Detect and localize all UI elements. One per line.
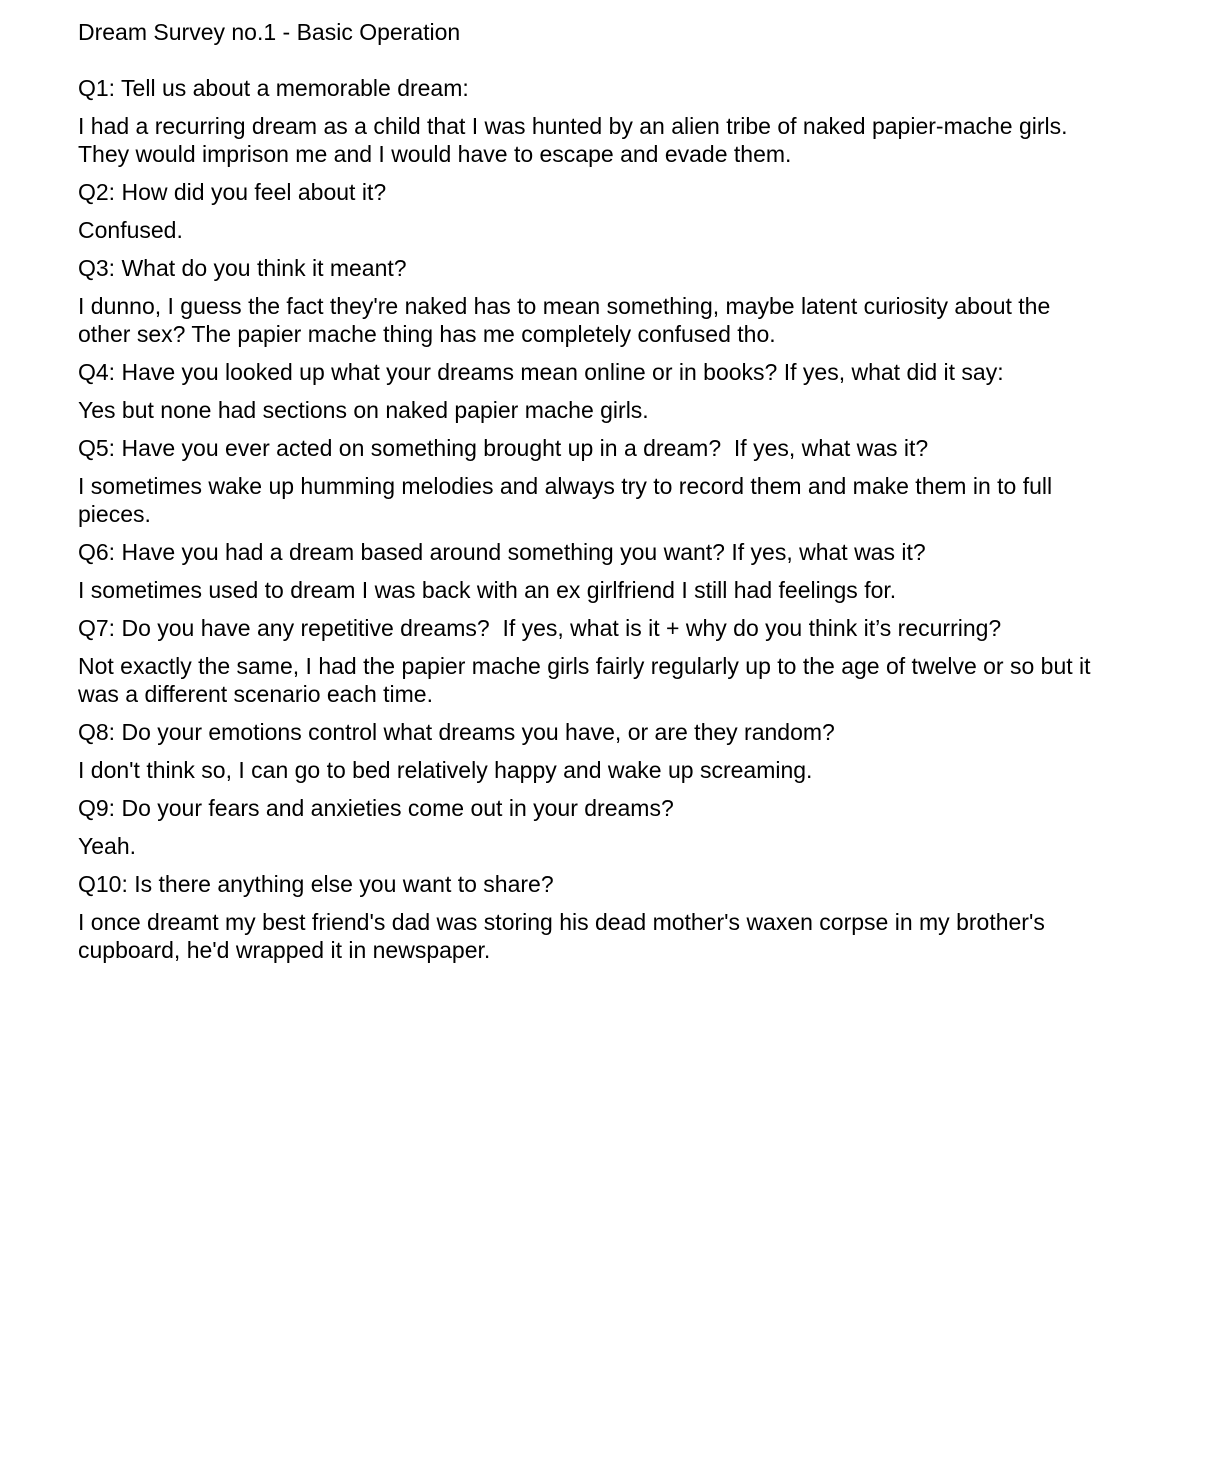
question-8: Q8: Do your emotions control what dreams you have, or are they random? <box>78 719 835 745</box>
qa-item-8 <box>78 718 1098 784</box>
survey-page <box>78 18 1098 974</box>
qa-item-5 <box>78 434 1098 528</box>
answer-7: Not exactly the same, I had the papier mache girls fairly regularly up to the age of twelve or so but it was a different scenario each time. <box>78 653 1097 707</box>
document-title: Dream Survey no.1 - Basic Operation <box>78 19 461 45</box>
answer-10: I once dreamt my best friend's dad was storing his dead mother's waxen corpse in my brother's cupboard, he'd wrapped it in newspaper. <box>78 909 1052 963</box>
qa-item-6 <box>78 538 1098 604</box>
answer-2: Confused. <box>78 217 183 243</box>
qa-item-4 <box>78 358 1098 424</box>
qa-item-1 <box>78 74 1098 168</box>
answer-8: I don't think so, I can go to bed relatively happy and wake up screaming. <box>78 757 813 783</box>
answer-1: I had a recurring dream as a child that I was hunted by an alien tribe of naked papier-mache girls. They would imprison me and I would have to escape and evade them. <box>78 113 1074 167</box>
question-4: Q4: Have you looked up what your dreams mean online or in books? If yes, what did it say: <box>78 359 1004 385</box>
question-10: Q10: Is there anything else you want to share? <box>78 871 554 897</box>
question-3: Q3: What do you think it meant? <box>78 255 407 281</box>
answer-6: I sometimes used to dream I was back with an ex girlfriend I still had feelings for. <box>78 577 897 603</box>
question-6: Q6: Have you had a dream based around something you want? If yes, what was it? <box>78 539 926 565</box>
question-9: Q9: Do your fears and anxieties come out in your dreams? <box>78 795 674 821</box>
question-7: Q7: Do you have any repetitive dreams? If yes, what is it + why do you think it’s recurring? <box>78 615 1002 641</box>
answer-9: Yeah. <box>78 833 136 859</box>
answer-4: Yes but none had sections on naked papier mache girls. <box>78 397 649 423</box>
qa-item-7 <box>78 614 1098 708</box>
qa-item-10 <box>78 870 1098 964</box>
answer-5: I sometimes wake up humming melodies and always try to record them and make them in to full pieces. <box>78 473 1059 527</box>
question-1: Q1: Tell us about a memorable dream: <box>78 75 469 101</box>
qa-item-2 <box>78 178 1098 244</box>
answer-3: I dunno, I guess the fact they're naked has to mean something, maybe latent curiosity about the other sex? The papier mache thing has me completely confused tho. <box>78 293 1057 347</box>
question-5: Q5: Have you ever acted on something brought up in a dream? If yes, what was it? <box>78 435 929 461</box>
qa-item-9 <box>78 794 1098 860</box>
qa-list <box>78 74 1098 964</box>
question-2: Q2: How did you feel about it? <box>78 179 387 205</box>
qa-item-3 <box>78 254 1098 348</box>
